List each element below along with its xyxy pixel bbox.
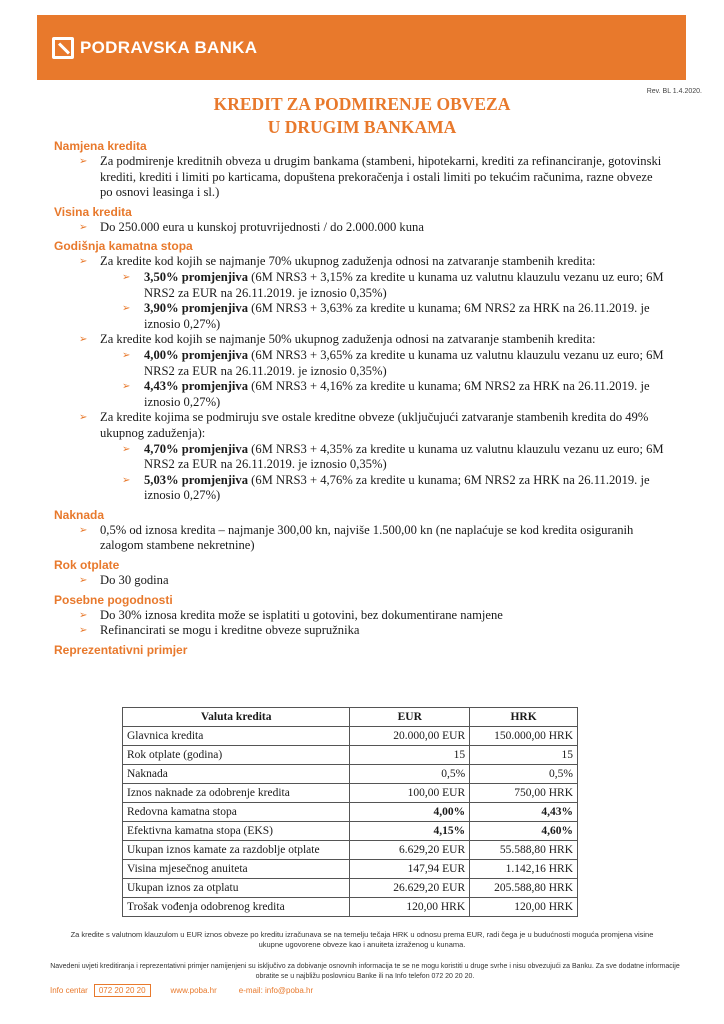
table-row — [123, 879, 578, 898]
hrk-value: 4,60% — [470, 822, 578, 841]
sub-list-item — [54, 301, 664, 332]
row-label: Glavnica kredita — [123, 727, 350, 746]
row-label: Visina mjesečnog anuiteta — [123, 860, 350, 879]
representative-example-table — [122, 707, 578, 917]
footer — [50, 984, 313, 997]
rate-value: 4,43% promjenjiva — [144, 379, 249, 394]
rate-description: (6M NRS3 + 4,76% za kredite u kunama; 6M NRS2 za HRK na 26.11.2019. je iznosio 0,27%) — [144, 472, 650, 503]
table-row — [123, 898, 578, 917]
table-row — [123, 803, 578, 822]
sub-list-item — [54, 348, 664, 379]
revision-label: Rev. BL 1.4.2020. — [646, 88, 702, 95]
row-label: Redovna kamatna stopa — [123, 803, 350, 822]
list-item — [54, 410, 664, 441]
arrow-bullet-icon: ➢ — [79, 221, 88, 233]
rate-description: (6M NRS3 + 3,63% za kredite u kunama; 6M NRS2 za HRK na 26.11.2019. je iznosio 0,27%) — [144, 301, 650, 331]
rate-value: 3,50% promjenjiva — [144, 269, 249, 284]
document-body — [54, 139, 664, 658]
row-label: Naknada — [123, 765, 350, 784]
section-heading-rok: Rok otplate — [54, 558, 120, 573]
eur-value: 6.629,20 EUR — [350, 841, 470, 860]
list-item — [54, 332, 664, 348]
item-text: Za podmirenje kreditnih obveza u drugim bankama (stambeni, hipotekarni, krediti za refinanciranje, gotovinski krediti, krediti i limiti po karticama, dopuštena prekoračenja i ostali limiti po tekućim računima, razne obveze po osnovi leasinga i sl.) — [100, 154, 662, 200]
hrk-value: 0,5% — [470, 765, 578, 784]
eur-value: 120,00 HRK — [350, 898, 470, 917]
table-row — [123, 841, 578, 860]
website-link[interactable]: www.poba.hr — [170, 986, 217, 995]
eur-value: 4,00% — [350, 803, 470, 822]
hrk-value: 205.588,80 HRK — [470, 879, 578, 898]
arrow-bullet-icon: ➢ — [79, 412, 88, 424]
table-header-cell: EUR — [350, 708, 470, 727]
email-link[interactable]: e-mail: info@poba.hr — [238, 986, 314, 995]
arrow-bullet-icon: ➢ — [122, 303, 131, 315]
row-label: Trošak vođenja odobrenog kredita — [123, 898, 350, 917]
hrk-value: 4,43% — [470, 803, 578, 822]
hrk-value: 1.142,16 HRK — [470, 860, 578, 879]
item-text: Do 250.000 eura u kunskoj protuvrijednosti / do 2.000.000 kuna — [100, 219, 424, 234]
arrow-bullet-icon: ➢ — [79, 625, 88, 637]
row-label: Rok otplate (godina) — [123, 746, 350, 765]
rate-value: 4,00% promjenjiva — [144, 347, 249, 362]
title-line-1: KREDIT ZA PODMIRENJE OBVEZA — [213, 94, 511, 114]
arrow-bullet-icon: ➢ — [79, 334, 88, 346]
hrk-value: 750,00 HRK — [470, 784, 578, 803]
hrk-value: 150.000,00 HRK — [470, 727, 578, 746]
section-heading-visina: Visina kredita — [54, 204, 132, 219]
eur-value: 15 — [350, 746, 470, 765]
rate-description: (6M NRS3 + 3,65% za kredite u kunama uz valutnu klauzulu vezanu uz euro; 6M NRS2 za EUR na 26.11.2019. je iznosio 0,35%) — [144, 347, 664, 378]
header-banner — [37, 15, 686, 80]
title-line-2: U DRUGIM BANKAMA — [267, 117, 457, 137]
table-row — [123, 746, 578, 765]
item-text: 0,5% od iznosa kredita – najmanje 300,00 kn, najviše 1.500,00 kn (ne naplaćuje se kod kredita osiguranih zalogom stambene nekretnine) — [100, 522, 634, 553]
section-heading-primjer: Reprezentativni primjer — [54, 642, 188, 657]
eur-value: 147,94 EUR — [350, 860, 470, 879]
rate-description: (6M NRS3 + 3,15% za kredite u kunama uz valutnu klauzulu vezanu uz euro; 6M NRS2 za EUR na 26.11.2019. je iznosio 0,35%) — [144, 269, 664, 300]
rate-value: 5,03% promjenjiva — [144, 472, 249, 487]
item-text: Za kredite kod kojih se najmanje 50% ukupnog zaduženja odnosi na zatvaranje stambenih kredita: — [100, 332, 596, 347]
eur-value: 20.000,00 EUR — [350, 727, 470, 746]
arrow-bullet-icon: ➢ — [79, 575, 88, 587]
hrk-value: 120,00 HRK — [470, 898, 578, 917]
eur-value: 4,15% — [350, 822, 470, 841]
row-label: Efektivna kamatna stopa (EKS) — [123, 822, 350, 841]
row-label: Ukupan iznos kamate za razdoblje otplate — [123, 841, 350, 860]
bank-logo — [52, 37, 257, 59]
sub-list-item — [54, 442, 664, 473]
section-heading-pogodnosti: Posebne pogodnosti — [54, 592, 173, 607]
rate-value: 4,70% promjenjiva — [144, 441, 249, 456]
arrow-bullet-icon: ➢ — [79, 524, 88, 536]
eur-value: 26.629,20 EUR — [350, 879, 470, 898]
arrow-bullet-icon: ➢ — [79, 609, 88, 621]
list-item — [54, 154, 664, 201]
list-item — [54, 220, 664, 236]
currency-clause-note: Za kredite s valutnom klauzulom u EUR iznos obveze po kreditu izračunava se na temelju tečaja HRK u odnosu prema EUR, radi čega je u budućnosti moguća promjena visine ukupne ugovorene obveze kao i anuiteta izraženog u kunama. — [70, 930, 654, 949]
eur-value: 0,5% — [350, 765, 470, 784]
rate-description: (6M NRS3 + 4,35% za kredite u kunama uz valutnu klauzulu vezanu uz euro; 6M NRS2 za EUR na 26.11.2019. je iznosio 0,35%) — [144, 441, 664, 472]
sub-list-item — [54, 270, 664, 301]
item-text: Do 30 godina — [100, 573, 169, 588]
list-item — [54, 608, 664, 624]
hrk-value: 15 — [470, 746, 578, 765]
list-item — [54, 623, 664, 639]
arrow-bullet-icon: ➢ — [79, 156, 88, 167]
table-row — [123, 822, 578, 841]
table-header-row — [123, 708, 578, 727]
row-label: Ukupan iznos za otplatu — [123, 879, 350, 898]
logo-icon — [52, 37, 74, 59]
table-row — [123, 860, 578, 879]
arrow-bullet-icon: ➢ — [122, 271, 131, 283]
rate-value: 3,90% promjenjiva — [144, 301, 249, 316]
arrow-bullet-icon: ➢ — [122, 474, 131, 486]
table-row — [123, 784, 578, 803]
info-centre-label: Info centar — [50, 986, 88, 995]
arrow-bullet-icon: ➢ — [122, 443, 131, 455]
arrow-bullet-icon: ➢ — [79, 256, 88, 268]
arrow-bullet-icon: ➢ — [122, 381, 131, 393]
sub-list-item — [54, 473, 664, 504]
list-item — [54, 523, 664, 554]
item-text: Do 30% iznosa kredita može se isplatiti u gotovini, bez dokumentirane namjene — [100, 607, 503, 622]
section-heading-kamata: Godišnja kamatna stopa — [54, 239, 193, 254]
item-text: Refinancirati se mogu i kreditne obveze supružnika — [100, 623, 360, 638]
section-heading-namjena: Namjena kredita — [54, 139, 147, 153]
item-text: Za kredite kod kojih se najmanje 70% ukupnog zaduženja odnosi na zatvaranje stambenih kredita: — [100, 254, 596, 269]
eur-value: 100,00 EUR — [350, 784, 470, 803]
phone-number: 072 20 20 20 — [94, 984, 151, 997]
sub-list-item — [54, 379, 664, 410]
rate-description: (6M NRS3 + 4,16% za kredite u kunama; 6M NRS2 za HRK na 26.11.2019. je iznosio 0,27%) — [144, 379, 650, 409]
table-row — [123, 727, 578, 746]
table-row — [123, 765, 578, 784]
list-item — [54, 573, 664, 589]
page-title — [0, 93, 724, 139]
table-header-cell: Valuta kredita — [123, 708, 350, 727]
list-item — [54, 254, 664, 270]
item-text: Za kredite kojima se podmiruju sve ostale kreditne obveze (uključujući zatvaranje stambenih kredita do 49% ukupnog zaduženja): — [100, 410, 649, 440]
row-label: Iznos naknade za odobrenje kredita — [123, 784, 350, 803]
section-heading-naknada: Naknada — [54, 507, 105, 522]
disclaimer-text: Navedeni uvjeti kreditiranja i reprezentativni primjer namijenjeni su isključivo za dobivanje osnovnih informacija te se ne mogu koristiti u druge svrhe i nisu obvezujući za Banku. Za sve dodatne informacije obratite se u najbližu poslovnicu Banke ili na Info telefon 072 20 20 20. — [50, 963, 680, 980]
brand-name: PODRAVSKA BANKA — [80, 38, 258, 57]
arrow-bullet-icon: ➢ — [122, 349, 131, 361]
hrk-value: 55.588,80 HRK — [470, 841, 578, 860]
table-header-cell: HRK — [470, 708, 578, 727]
